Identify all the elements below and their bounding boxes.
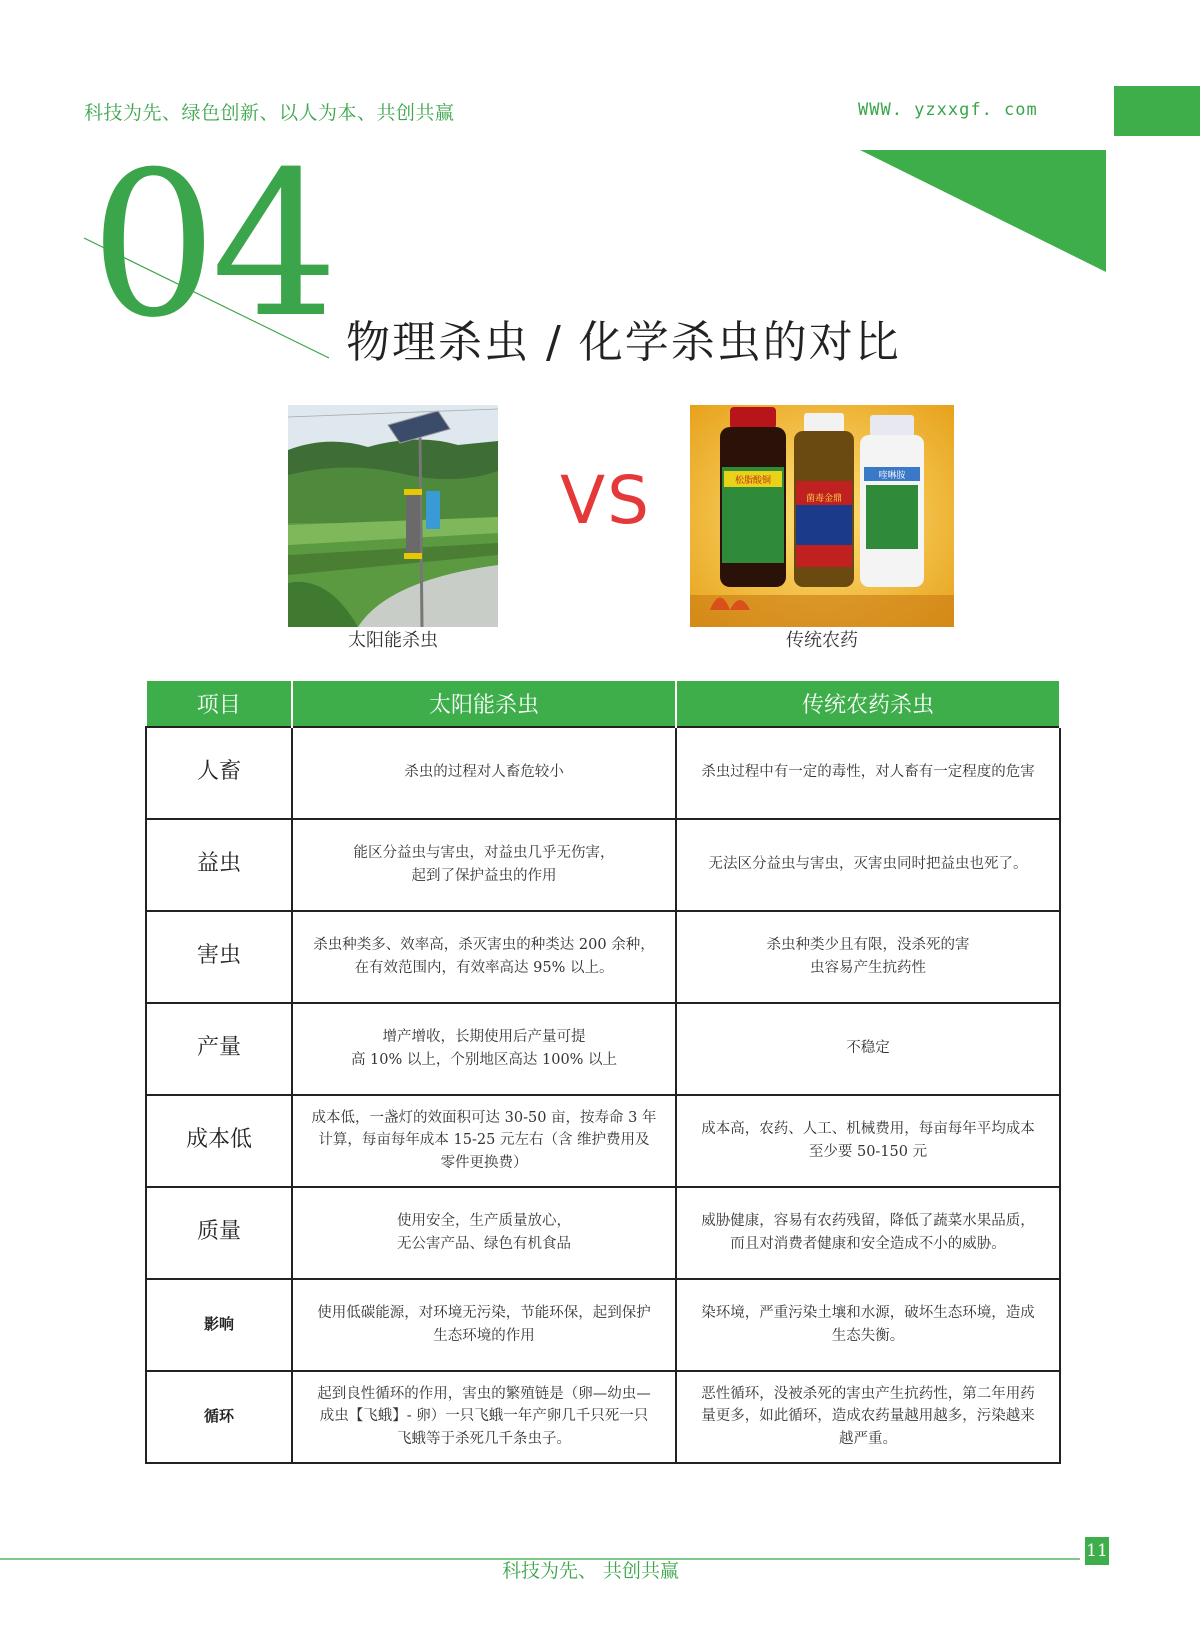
table-row bbox=[146, 819, 1060, 911]
row-solar: 杀虫种类多、效率高，杀灭害虫的种类达 200 余种， 在有效范围内，有效率高达 95% 以上。 bbox=[292, 911, 676, 1003]
green-triangle-decoration bbox=[860, 150, 1106, 272]
footer-slogan: 科技为先、 共创共赢 bbox=[502, 1560, 680, 1582]
header-item: 项目 bbox=[146, 681, 292, 727]
row-pesticide: 威胁健康，容易有农药残留，降低了蔬菜水果品质， 而且对消费者健康和安全造成不小的威胁。 bbox=[676, 1187, 1060, 1279]
page-number: 11 bbox=[1085, 1537, 1109, 1565]
table-row bbox=[146, 1279, 1060, 1371]
header-slogan: 科技为先、绿色创新、以人为本、共创共赢 bbox=[84, 102, 455, 124]
section-number: 04 bbox=[90, 129, 333, 362]
bottle-label-1: 松脂酸铜 bbox=[734, 476, 772, 486]
bottle-label-2: 菌毒金鼎 bbox=[805, 494, 843, 504]
pesticide-caption: 传统农药 bbox=[786, 630, 858, 651]
row-solar: 起到良性循环的作用，害虫的繁殖链是（卵—幼虫— 成虫【飞蛾】- 卵）一只飞蛾一年产卵几千只死一只 飞蛾等于杀死几千条虫子。 bbox=[292, 1371, 676, 1463]
row-item: 质量 bbox=[146, 1187, 292, 1279]
row-pesticide: 杀虫种类少且有限，没杀死的害 虫容易产生抗药性 bbox=[676, 911, 1060, 1003]
solar-insect-killer-photo bbox=[288, 405, 498, 627]
header-pesticide: 传统农药杀虫 bbox=[676, 681, 1060, 727]
row-solar: 使用低碳能源，对环境无污染，节能环保，起到保护 生态环境的作用 bbox=[292, 1279, 676, 1371]
table-row bbox=[146, 727, 1060, 819]
vs-label: VS bbox=[560, 462, 652, 539]
row-item: 成本低 bbox=[146, 1095, 292, 1187]
row-solar: 增产增收，长期使用后产量可提 高 10% 以上，个别地区高达 100% 以上 bbox=[292, 1003, 676, 1095]
row-solar: 使用安全，生产质量放心， 无公害产品、绿色有机食品 bbox=[292, 1187, 676, 1279]
bottle-label-3: 喹啉胺 bbox=[878, 471, 906, 481]
row-solar: 成本低，一盏灯的效面积可达 30-50 亩，按寿命 3 年 计算，每亩每年成本 15-25 元左右（含 维护费用及 零件更换费） bbox=[292, 1095, 676, 1187]
comparison-table bbox=[145, 680, 1061, 1464]
header-green-block bbox=[1114, 86, 1200, 136]
row-pesticide: 恶性循环，没被杀死的害虫产生抗药性，第二年用药 量更多，如此循环，造成农药量越用越多，污染越来 越严重。 bbox=[676, 1371, 1060, 1463]
row-item: 影响 bbox=[146, 1279, 292, 1371]
row-item: 人畜 bbox=[146, 727, 292, 819]
row-item: 循环 bbox=[146, 1371, 292, 1463]
table-row bbox=[146, 911, 1060, 1003]
row-pesticide: 杀虫过程中有一定的毒性，对人畜有一定程度的危害 bbox=[676, 727, 1060, 819]
website-url[interactable]: WWW. yzxxgf. com bbox=[858, 100, 1038, 120]
table-row bbox=[146, 1095, 1060, 1187]
header-solar: 太阳能杀虫 bbox=[292, 681, 676, 727]
row-item: 产量 bbox=[146, 1003, 292, 1095]
table-row bbox=[146, 1003, 1060, 1095]
solar-caption: 太阳能杀虫 bbox=[348, 630, 438, 651]
row-pesticide: 无法区分益虫与害虫，灭害虫同时把益虫也死了。 bbox=[676, 819, 1060, 911]
table-header-row bbox=[146, 681, 1060, 727]
row-pesticide: 染环境，严重污染土壤和水源，破坏生态环境，造成 生态失衡。 bbox=[676, 1279, 1060, 1371]
table-row bbox=[146, 1187, 1060, 1279]
row-pesticide: 不稳定 bbox=[676, 1003, 1060, 1095]
row-item: 害虫 bbox=[146, 911, 292, 1003]
diagonal-line-decoration bbox=[84, 230, 344, 360]
page-title: 物理杀虫 / 化学杀虫的对比 bbox=[346, 317, 901, 368]
table-row bbox=[146, 1371, 1060, 1463]
row-solar: 杀虫的过程对人畜危较小 bbox=[292, 727, 676, 819]
pesticide-bottles-photo bbox=[690, 405, 954, 627]
row-pesticide: 成本高，农药、人工、机械费用，每亩每年平均成本 至少要 50-150 元 bbox=[676, 1095, 1060, 1187]
row-item: 益虫 bbox=[146, 819, 292, 911]
row-solar: 能区分益虫与害虫，对益虫几乎无伤害， 起到了保护益虫的作用 bbox=[292, 819, 676, 911]
